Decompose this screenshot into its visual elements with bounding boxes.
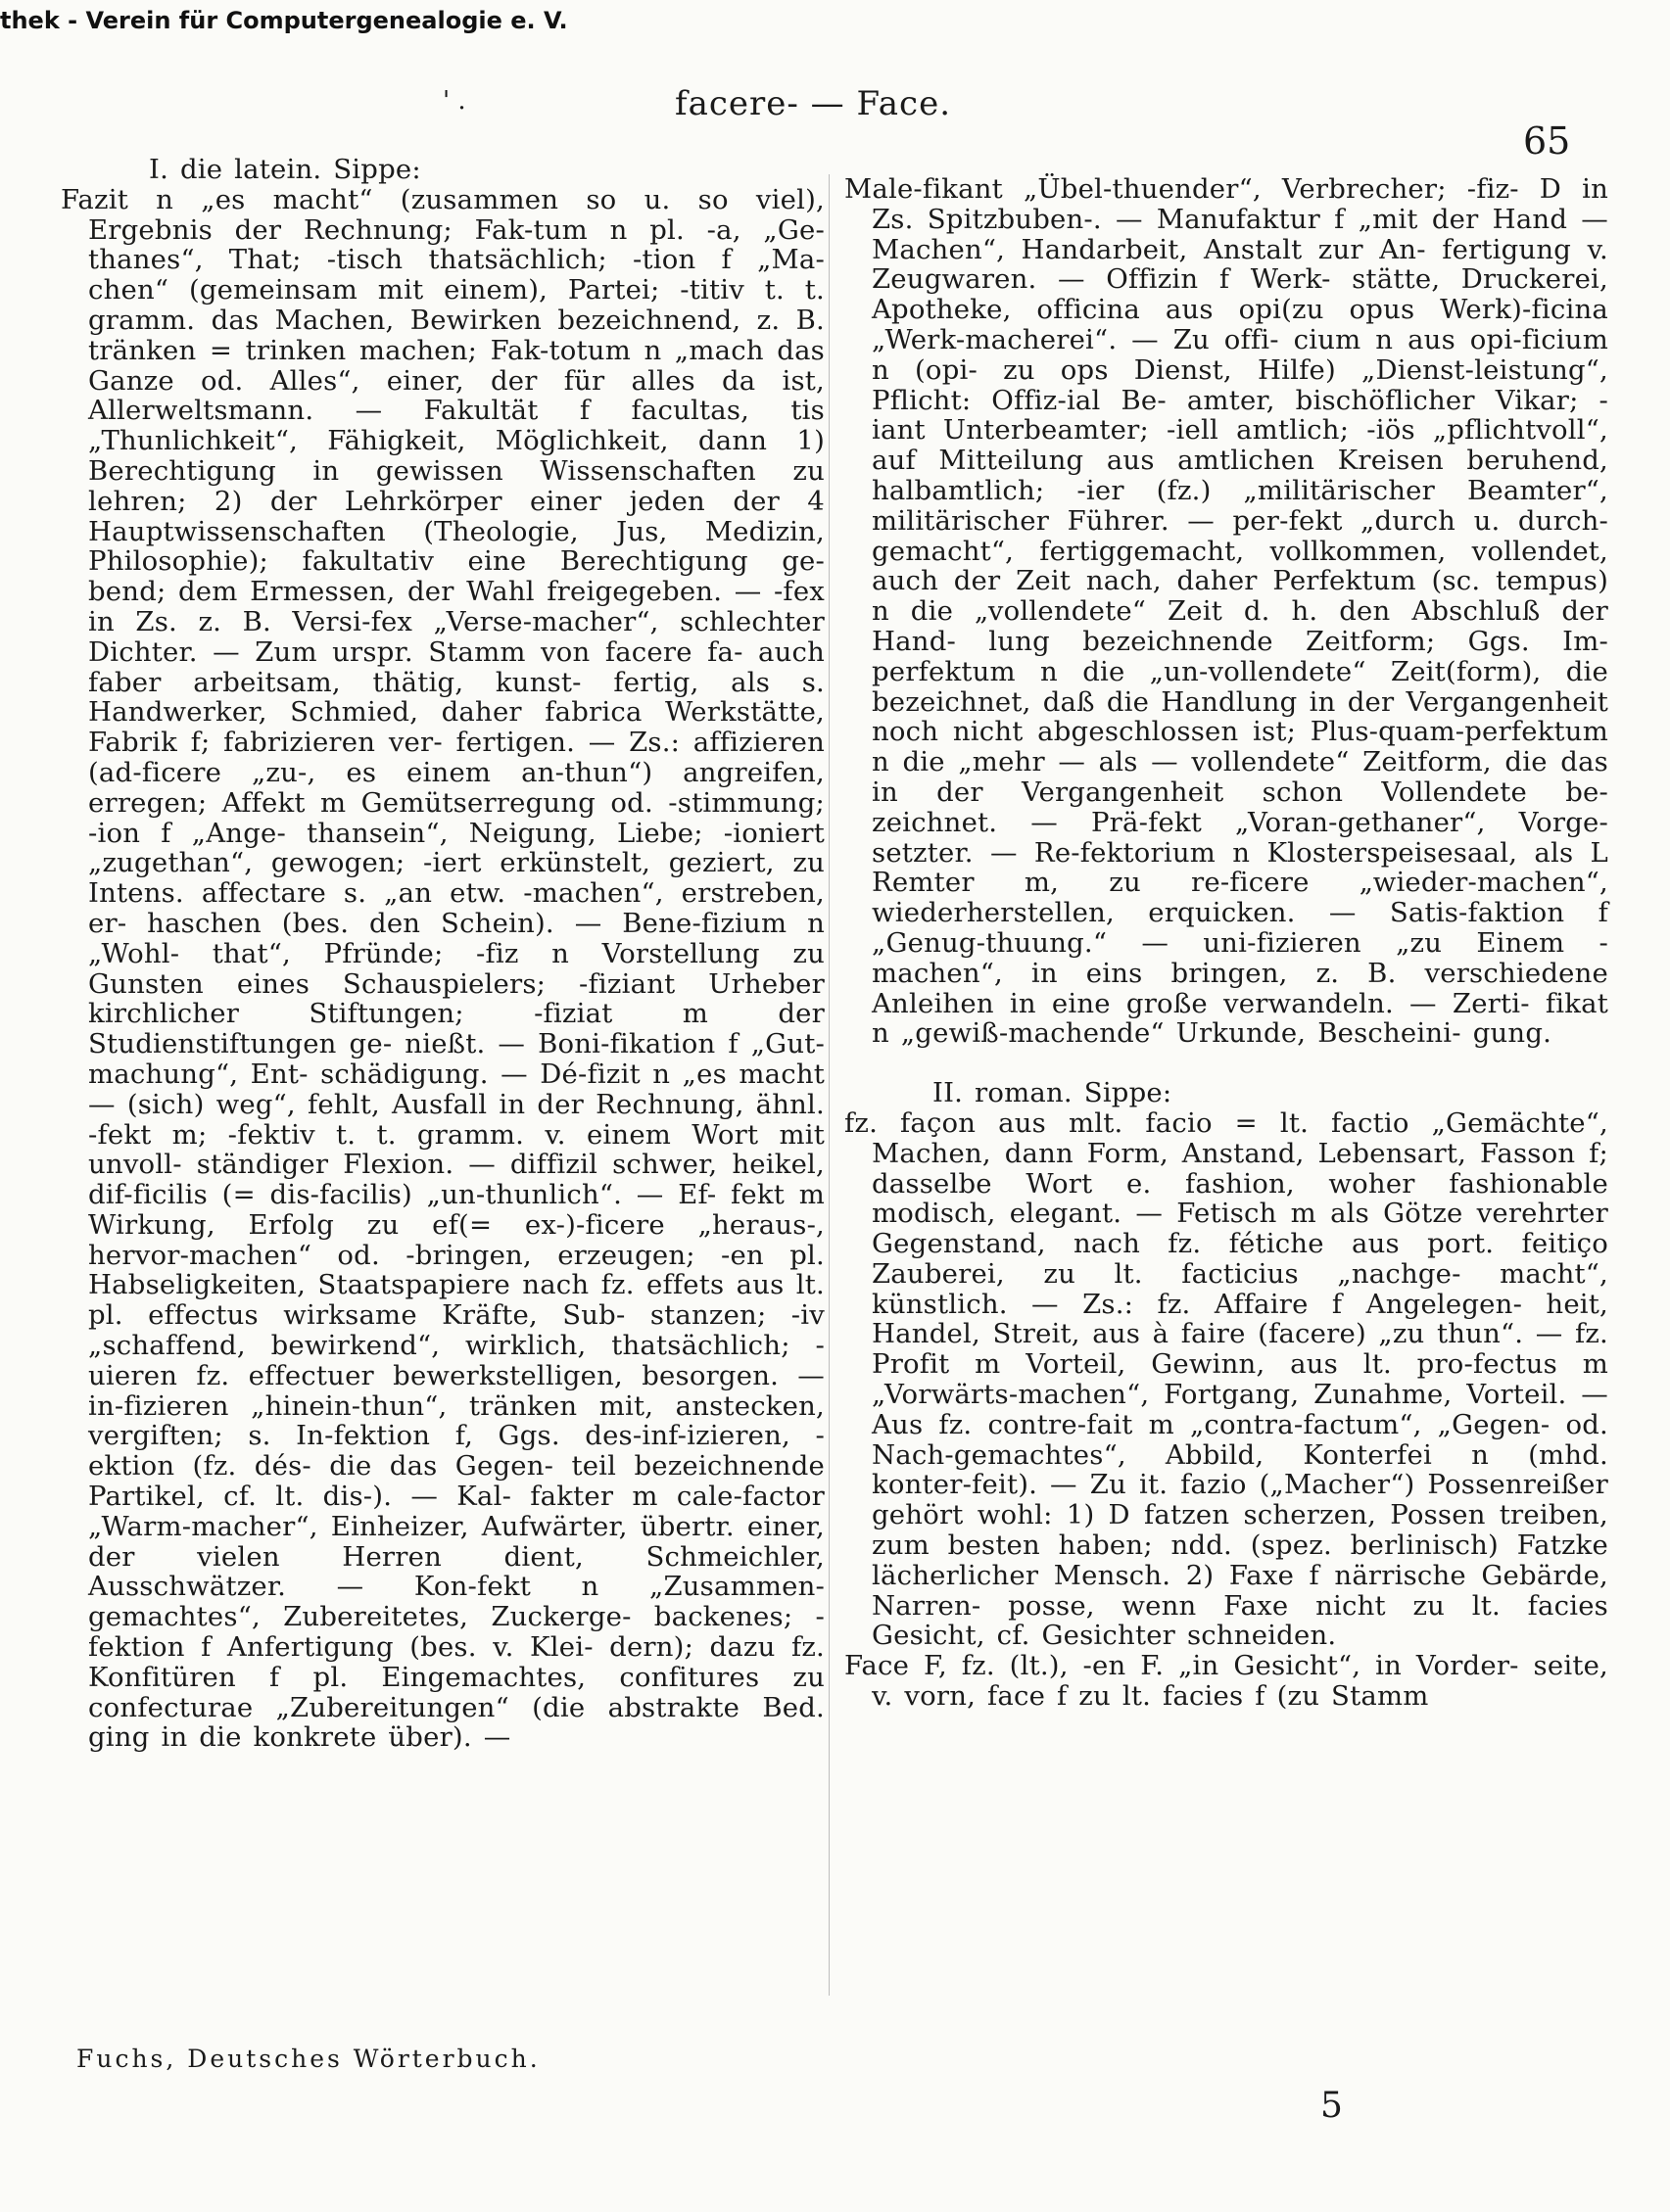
column-divider: [829, 174, 830, 1996]
section-title-latin: I. die latein. Sippe:: [149, 154, 421, 185]
running-title: facere- — Face.: [674, 84, 952, 123]
entry-face: Face F, fz. (lt.), -en F. „in Gesicht“, in Vorder- seite, v. vorn, face f zu lt. facies f (zu Stamm: [844, 1650, 1608, 1713]
left-column: [61, 155, 825, 1753]
entry-text-latin: Fazit n „es macht“ (zusammen so u. so viel), Ergebnis der Rechnung; Fak-tum n pl. -a, „Ge- thanes“, That; -tisch thatsächlich; -tion f „Ma- chen“ (gemeinsam mit einem), Partei; -titiv t. t. gramm. das Machen, Bewirken bezeichnend, z. B. tränken = trinken machen; Fak-totum n „mach das Ganze od. Alles“, einer, der für alles da ist, Allerweltsmann. — Fakultät f facultas, tis „Thunlichkeit“, Fähigkeit, Möglichkeit, dann 1) Berechtigung in gewissen Wissenschaften zu lehren; 2) der Lehrkörper einer jeden der 4 Hauptwissenschaften (Theologie, Jus, Medizin, Philosophie); fakultativ eine Berechtigung ge- bend; dem Ermessen, der Wahl freigegeben. — -fex in Zs. z. B. Versi-fex „Verse-macher“, schlechter Dichter. — Zum urspr. Stamm von facere fa- auch faber arbeitsam, thätig, kunst- fertig, als s. Handwerker, Schmied, daher fabrica Werkstätte, Fabrik f; fabrizieren ver- fertigen. — Zs.: affizieren (ad-ficere „zu-, es einem an-thun“) angreifen, erregen; Affekt m Gemütserregung od. -stimmung; -ion f „Ange- thansein“, Neigung, Liebe; -ioniert „zugethan“, gewogen; -iert erkünstelt, geziert, zu Intens. affectare s. „an etw. -machen“, erstreben, er- haschen (bes. den Schein). — Bene-fizium n „Wohl- that“, Pfründe; -fiz n Vorstellung zu Gunsten eines Schauspielers; -fiziant Urheber kirchlicher Stiftungen; -fiziat m der Studienstiftungen ge- nießt. — Boni-fikation f „Gut-machung“, Ent- schädigung. — Dé-fizit n „es macht — (sich) weg“, fehlt, Ausfall in der Rechnung, ähnl. -fekt m; -fektiv t. t. gramm. v. einem Wort mit unvoll- ständiger Flexion. — diffizil schwer, heikel, dif-ficilis (= dis-facilis) „un-thunlich“. — Ef- fekt m Wirkung, Erfolg zu ef(= ex-)-ficere „heraus-, hervor-machen“ od. -bringen, erzeugen; -en pl. Habseligkeiten, Staatspapiere nach fz. effets aus lt. pl. effectus wirksame Kräfte, Sub- stanzen; -iv „schaffend, bewirkend“, wirklich, thatsächlich; -uieren fz. effectuer bewerkstelligen, besorgen. — in-fizieren „hinein-thun“, tränken mit, anstecken, vergiften; s. In-fektion f, Ggs. des-inf-izieren, -ektion (fz. dés- die das Gegen- teil bezeichnende Partikel, cf. lt. dis-). — Kal- fakter m cale-factor „Warm-macher“, Einheizer, Aufwärter, übertr. einer, der vielen Herren dient, Schmeichler, Ausschwätzer. — Kon-fekt n „Zusammen-gemachtes“, Zubereitetes, Zuckerge- backenes; -fektion f Anfertigung (bes. v. Klei- dern); dazu fz. Konfitüren f pl. Eingemachtes, confitures zu confecturae „Zubereitungen“ (die abstrakte Bed. ging in die konkrete über). —: [61, 183, 825, 1754]
page-number: 65: [1523, 119, 1571, 163]
signature-mark: 5: [1320, 2086, 1343, 2126]
header-mark: ' .: [443, 86, 466, 116]
entry-text-latin-continued: Male-fikant „Übel-thuender“, Verbrecher; -fiz- D in Zs. Spitzbuben-. — Manufaktur f „mit der Hand — Machen“, Handarbeit, Anstalt zur An- fertigung v. Zeugwaren. — Offizin f Werk- stätte, Druckerei, Apotheke, officina aus opi(zu opus Werk)-ficina „Werk-macherei“. — Zu offi- cium n aus opi-ficium n (opi- zu ops Dienst, Hilfe) „Dienst-leistung“, Pflicht: Offiz-ial Be- amter, bischöflicher Vikar; -iant Unterbeamter; -iell amtlich; -iös „pflichtvoll“, auf Mitteilung aus amtlichen Kreisen beruhend, halbamtlich; -ier (fz.) „militärischer Beamter“, militärischer Führer. — per-fekt „durch u. durch-gemacht“, fertiggemacht, vollkommen, vollendet, auch der Zeit nach, daher Perfektum (sc. tempus) n die „vollendete“ Zeit d. h. den Abschluß der Hand- lung bezeichnende Zeitform; Ggs. Im-perfektum n die „un-vollendete“ Zeit(form), die bezeichnet, daß die Handlung in der Vergangenheit noch nicht abgeschlossen ist; Plus-quam-perfektum n die „mehr — als — vollendete“ Zeitform, die das in der Vergangenheit schon Vollendete be- zeichnet. — Prä-fekt „Voran-gethaner“, Vorge- setzter. — Re-fektorium n Klosterspeisesaal, als L Remter m, zu re-ficere „wieder-machen“, wiederherstellen, erquicken. — Satis-faktion f „Genug-thuung.“ — uni-fizieren „zu Einem -machen“, in eins bringen, z. B. verschiedene Anleihen in eine große verwandeln. — Zerti- fikat n „gewiß-machende“ Urkunde, Bescheini- gung.: [844, 173, 1608, 1050]
section-gap: [844, 1049, 1608, 1078]
footer-signature: Fuchs, Deutsches Wörterbuch.: [76, 2045, 541, 2073]
entry-text-roman: fz. façon aus mlt. facio = lt. factio „Gemächte“, Machen, dann Form, Anstand, Lebensart, Fasson f; dasselbe Wort e. fashion, woher fashionable modisch, elegant. — Fetisch m als Götze verehrter Gegenstand, nach fz. fétiche aus port. feitiço Zauberei, zu lt. facticius „nachge- macht“, künstlich. — Zs.: fz. Affaire f Angelegen- heit, Handel, Streit, aus à faire (facere) „zu thun“. — fz. Profit m Vorteil, Gewinn, aus lt. pro-fectus m „Vorwärts-machen“, Fortgang, Zunahme, Vorteil. — Aus fz. contre-fait m „contra-factum“, „Gegen- od. Nach-gemachtes“, Abbild, Konterfei n (mhd. konter-feit). — Zu it. fazio („Macher“) Possenreißer gehört wohl: 1) D fatzen scherzen, Possen treiben, zum besten haben; ndd. (spez. berlinisch) Fatzke lächerlicher Mensch. 2) Faxe f närrische Gebärde, Narren- posse, wenn Faxe nicht zu lt. facies Gesicht, cf. Gesichter schneiden.: [844, 1106, 1608, 1652]
right-column: [844, 174, 1608, 1712]
source-banner: thek - Verein für Computergenealogie e. V.: [0, 7, 568, 34]
section-title-roman: II. roman. Sippe:: [932, 1077, 1172, 1109]
